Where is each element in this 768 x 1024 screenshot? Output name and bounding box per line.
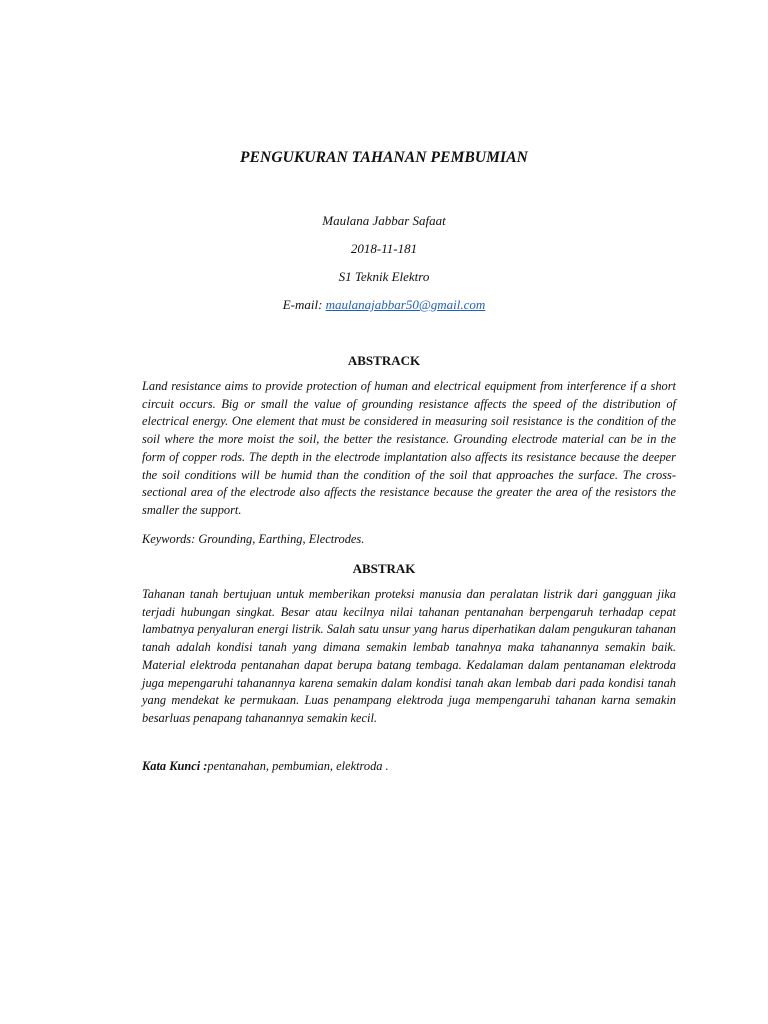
- paper-title: PENGUKURAN TAHANAN PEMBUMIAN: [240, 149, 528, 166]
- email-label: E-mail:: [282, 297, 326, 312]
- author-email-line: [0, 297, 768, 313]
- abstract-heading-en: ABSTRACK: [347, 353, 421, 368]
- email-link[interactable]: maulanajabbar50@gmail.com: [325, 297, 486, 312]
- author-name: Maulana Jabbar Safaat: [322, 213, 446, 228]
- author-student-id: 2018-11-181: [350, 241, 418, 256]
- abstract-heading-id: ABSTRAK: [352, 561, 416, 576]
- keywords-label-id: Kata Kunci :: [142, 759, 208, 773]
- abstract-body-en: Land resistance aims to provide protection of human and electrical equipment from interference if a short circuit occurs. Big or small the value of grounding resistance affects the speed of the distribution of electrical energy. One element that must be considered in measuring soil resistance is the condition of the soil where the more moist the soil, the better the resistance. Grounding electrode material can be in the form of copper rods. The depth in the electrode implantation also affects its resistance because the deeper the soil conditions will be humid than the condition of the soil that approaches the surface. The cross-sectional area of the electrode also affects the resistance because the greater the area of the resistors the smaller the support.: [142, 379, 676, 517]
- abstract-body-id: Tahanan tanah bertujuan untuk memberikan proteksi manusia dan peralatan listrik dari gangguan jika terjadi hubungan singkat. Besar atau kecilnya nilai tahanan pentanahan berpengaruh terhadap cepat lambatnya penyaluran energi listrik. Salah satu unsur yang harus diperhatikan dalam pengukuran tahanan tanah adalah kondisi tanah yang dimana semakin lembab tanahnya maka tahanannya semakin baik. Material elektroda pentanahan dapat berupa batang tembaga. Kedalaman dalam pentanaman elektroda juga mepengaruhi tahanannya karena semakin dalam kondisi tanah akan lembab dari pada kondisi tanah yang mendekat ke permukaan. Luas penampang elektroda juga mempengaruhi tahanan karna semakin besarluas penapang tahanannya semakin kecil.: [142, 587, 676, 725]
- keywords-en: Keywords: Grounding, Earthing, Electrodes.: [142, 532, 365, 546]
- author-program: S1 Teknik Elektro: [338, 269, 430, 284]
- keywords-value-id: pentanahan, pembumian, elektroda .: [207, 759, 389, 773]
- keywords-id: [142, 759, 676, 774]
